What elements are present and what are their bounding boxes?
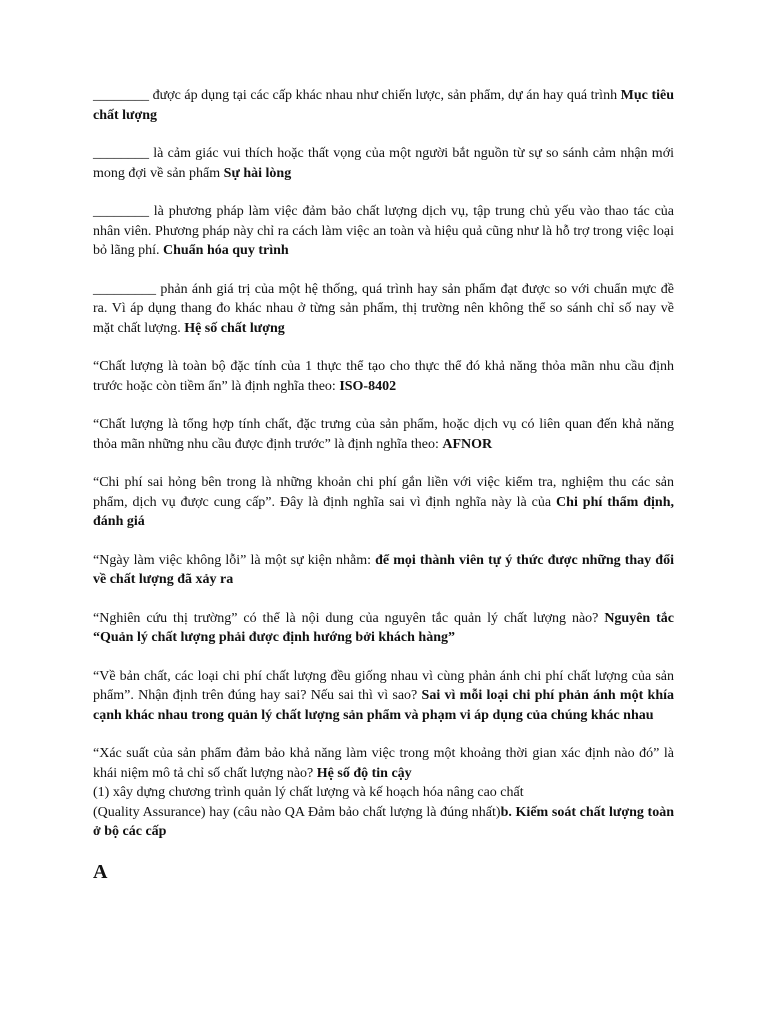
question-1 bbox=[93, 86, 674, 125]
question-8 bbox=[93, 551, 674, 590]
answer-text: Chuẩn hóa quy trình bbox=[163, 243, 289, 258]
question-12 bbox=[93, 803, 674, 842]
question-7 bbox=[93, 473, 674, 532]
question-text: “Chất lượng là tổng hợp tính chất, đặc trưng của sản phẩm, hoặc dịch vụ có liên quan đến khả năng thỏa mãn những nhu cầu được định trước” là định nghĩa theo: bbox=[93, 417, 674, 452]
answer-text: b. Kiếm soát chất lượng toàn ở bộ các cấp bbox=[93, 804, 674, 839]
answer-text: Sai vì mỗi loại chi phí phản ánh một khía cạnh khác nhau trong quản lý chất lượng sản phẩm và phạm vi áp dụng của chúng khác nhau bbox=[93, 688, 674, 723]
question-5 bbox=[93, 357, 674, 396]
question-text: ________ được áp dụng tại các cấp khác nhau như chiến lược, sản phẩm, dự án hay quá trình bbox=[93, 88, 621, 103]
answer-text: AFNOR bbox=[442, 436, 493, 452]
question-text: “Chất lượng là toàn bộ đặc tính của 1 thực thể tạo cho thực thể đó khả năng thỏa mãn nhu cầu định trước hoặc còn tiềm ẩn” là định nghĩa theo: bbox=[93, 359, 674, 394]
question-text: “Về bản chất, các loại chi phí chất lượng đều giống nhau vì cùng phản ánh chi phí chất lượng của sản phẩm”. Nhận định trên đúng hay sai? Nếu sai thì vì sao? bbox=[93, 668, 674, 703]
answer-text: Mục tiêu chất lượng bbox=[93, 88, 675, 123]
answer-text: Hệ số chất lượng bbox=[184, 320, 285, 336]
answer-text: Nguyên tắc “Quản lý chất lượng phải được định hướng bởi khách hàng” bbox=[93, 610, 674, 645]
question-2 bbox=[93, 144, 674, 183]
answer-text: Sự hài lòng bbox=[223, 165, 292, 181]
question-text: _________ phản ánh giá trị của một hệ thống, quá trình hay sản phẩm đạt được so với chuẩn mực đề ra. Vì áp dụng thang đo khác nhau ở từng sản phẩm, thị trường nên không thể so sánh chỉ số nay về mặt chất lượng. bbox=[93, 281, 674, 336]
question-10 bbox=[93, 667, 674, 726]
answer-text: để mọi thành viên tự ý thức được những thay đổi về chất lượng đã xảy ra bbox=[93, 552, 674, 587]
answer-text: Chi phí thẩm định, đánh giá bbox=[93, 494, 675, 529]
question-9 bbox=[93, 609, 674, 648]
question-4 bbox=[93, 280, 674, 339]
question-text: “Chi phí sai hỏng bên trong là những khoản chi phí gắn liền với việc kiểm tra, nghiệm thu các sản phẩm, dịch vụ được cung cấp”. Đây là định nghĩa sai vì định nghĩa này là của bbox=[93, 475, 674, 510]
question-text: (Quality Assurance) hay (câu nào QA Đảm bảo chất lượng là đúng nhất) bbox=[93, 804, 501, 820]
question-11 bbox=[93, 744, 674, 783]
question-text: ________ là phương pháp làm việc đảm bảo chất lượng dịch vụ, tập trung chủ yếu vào thao tác của nhân viên. Phương pháp này chỉ ra cách làm việc an toàn và hiệu quả cũng như là hỗ trợ trong việc loại bỏ lãng phí. bbox=[93, 204, 674, 258]
question-text: ________ là cảm giác vui thích hoặc thất vọng của một người bắt nguồn từ sự so sánh cảm nhận mới mong đợi về sản phẩm bbox=[93, 146, 674, 181]
question-3 bbox=[93, 202, 674, 261]
section-letter: A bbox=[93, 860, 108, 883]
bold-line: (1) xây dựng chương trình quản lý chất lượng và kế hoạch hóa nâng cao chất bbox=[93, 785, 524, 800]
answer-text: ISO-8402 bbox=[339, 378, 397, 394]
question-6 bbox=[93, 415, 674, 454]
answer-text: Hệ số độ tin cậy bbox=[316, 765, 412, 781]
question-text: “Nghiên cứu thị trường” có thể là nội dung của nguyên tắc quản lý chất lượng nào? bbox=[93, 610, 605, 626]
question-text: “Xác suất của sản phẩm đảm bảo khả năng làm việc trong một khoảng thời gian xác định nào đó” là khái niệm mô tả chỉ số chất lượng nào? bbox=[93, 746, 674, 781]
question-text: “Ngày làm việc không lỗi” là một sự kiện nhằm: bbox=[93, 552, 376, 568]
